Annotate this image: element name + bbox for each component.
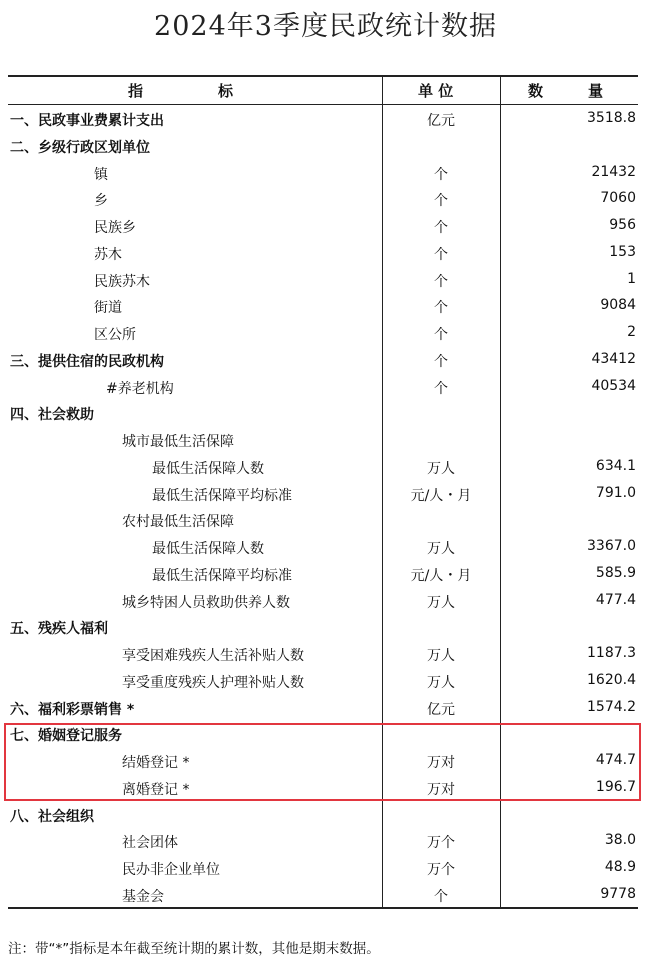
- row-unit: 个: [434, 380, 448, 397]
- row-unit: 万人: [427, 594, 455, 611]
- row-unit: 个: [434, 353, 448, 370]
- row-value: 43412: [591, 350, 636, 367]
- row-unit: 万个: [427, 835, 455, 852]
- row-unit: 万人: [427, 541, 455, 557]
- row-indicator: 乡: [94, 193, 108, 210]
- table-row: [8, 454, 638, 481]
- row-value: 2: [627, 324, 636, 340]
- table-row: [8, 347, 638, 374]
- row-unit: 元/人・月: [410, 567, 472, 584]
- table-row: [8, 213, 638, 240]
- row-indicator: 最低生活保障人数: [152, 541, 264, 557]
- row-value: 38.0: [604, 832, 636, 849]
- row-unit: 元/人・月: [410, 487, 472, 504]
- table-row: [8, 240, 638, 267]
- row-indicator: 民办非企业单位: [122, 862, 220, 878]
- row-value: 956: [609, 217, 636, 233]
- row-indicator: 二、乡级行政区划单位: [10, 139, 150, 156]
- table-row: [8, 320, 638, 347]
- row-unit: 亿元: [427, 701, 455, 718]
- row-indicator: 享受困难残疾人生活补贴人数: [122, 648, 304, 664]
- row-indicator: 街道: [94, 300, 122, 317]
- row-value: 1: [627, 270, 636, 287]
- table-row: [8, 561, 638, 588]
- row-value: 634.1: [595, 457, 636, 474]
- row-value: 21432: [591, 163, 636, 180]
- row-indicator: 最低生活保障平均标准: [152, 487, 292, 504]
- row-value: 196.7: [595, 778, 636, 795]
- row-indicator: 基金会: [122, 888, 164, 905]
- row-value: 1187.3: [587, 645, 636, 661]
- table-row: [8, 427, 638, 454]
- table-row: [8, 695, 638, 722]
- row-indicator: 离婚登记 *: [122, 781, 190, 798]
- table-row: [8, 133, 638, 160]
- row-indicator: 最低生活保障平均标准: [152, 567, 292, 584]
- table-row: [8, 828, 638, 855]
- row-unit: 个: [434, 300, 448, 317]
- highlight-box: [4, 723, 641, 801]
- row-value: 40534: [591, 377, 636, 394]
- header-rule: [8, 104, 638, 105]
- table-row: [8, 481, 638, 508]
- row-unit: 个: [434, 246, 448, 263]
- row-unit: 个: [434, 193, 448, 210]
- row-value: 477.4: [595, 591, 636, 608]
- table-row: [8, 614, 638, 641]
- row-indicator: 民族乡: [94, 220, 136, 236]
- row-value: 7060: [600, 190, 636, 207]
- row-indicator: 享受重度残疾人护理补贴人数: [122, 674, 304, 691]
- row-value: 9778: [600, 885, 636, 902]
- row-indicator: 六、福利彩票销售 *: [10, 701, 135, 718]
- row-indicator: 七、婚姻登记服务: [10, 728, 122, 745]
- row-indicator: 苏木: [94, 246, 122, 263]
- row-indicator: 最低生活保障人数: [152, 460, 264, 477]
- row-unit: 万人: [427, 674, 455, 691]
- header-quantity: 数 量: [528, 82, 604, 100]
- row-value: 474.7: [595, 752, 636, 768]
- row-indicator: 民族苏木: [94, 273, 150, 290]
- table-row: [8, 507, 638, 534]
- row-unit: 个: [434, 220, 448, 236]
- table-row: [8, 267, 638, 294]
- table-row: [8, 668, 638, 695]
- row-indicator: 八、社会组织: [10, 808, 94, 825]
- table-row: [8, 160, 638, 187]
- row-unit: 万对: [427, 755, 455, 771]
- page-title: 2024年3季度民政统计数据: [154, 11, 497, 42]
- row-indicator: 城市最低生活保障: [122, 434, 234, 450]
- row-unit: 万人: [427, 648, 455, 664]
- row-unit: 个: [434, 327, 448, 343]
- table-row: [8, 534, 638, 561]
- row-indicator: 农村最低生活保障: [122, 514, 234, 531]
- row-unit: 亿元: [427, 113, 455, 129]
- row-indicator: 四、社会救助: [10, 407, 94, 424]
- table-row: [8, 855, 638, 882]
- table-row: [8, 186, 638, 213]
- header-unit: 单 位: [418, 82, 454, 100]
- table-row: [8, 882, 638, 909]
- footnote: 注：带“*”指标是本年截至统计期的累计数，其他是期末数据。: [8, 941, 380, 957]
- table-row: [8, 400, 638, 427]
- row-value: 48.9: [604, 859, 636, 875]
- table-top-rule: [8, 75, 638, 77]
- table-row: [8, 641, 638, 668]
- row-unit: 个: [434, 166, 448, 183]
- row-unit: 万人: [427, 460, 455, 477]
- row-unit: 万个: [427, 862, 455, 878]
- row-indicator: 镇: [94, 166, 108, 183]
- table-row: [8, 374, 638, 401]
- row-value: 1574.2: [587, 698, 636, 715]
- row-value: 1620.4: [587, 671, 636, 688]
- table-row: [8, 293, 638, 320]
- table-row: [8, 588, 638, 615]
- table-header: [8, 75, 638, 104]
- row-value: 791.0: [595, 484, 636, 501]
- row-unit: 万对: [427, 781, 455, 798]
- row-indicator: 区公所: [94, 327, 136, 343]
- row-value: 3367.0: [587, 538, 636, 554]
- header-indicator: 指 标: [128, 82, 234, 100]
- table-row: [8, 106, 638, 133]
- row-value: 585.9: [595, 564, 636, 581]
- row-value: 9084: [600, 297, 636, 314]
- row-indicator: 一、民政事业费累计支出: [10, 113, 164, 129]
- row-indicator: #养老机构: [106, 380, 174, 397]
- table-row: [8, 802, 638, 829]
- row-indicator: 社会团体: [122, 835, 178, 852]
- row-indicator: 结婚登记 *: [122, 755, 190, 771]
- row-value: 3518.8: [587, 110, 636, 126]
- row-unit: 个: [434, 888, 448, 905]
- row-indicator: 城乡特困人员救助供养人数: [122, 594, 290, 611]
- row-value: 153: [609, 243, 636, 260]
- row-indicator: 三、提供住宿的民政机构: [10, 353, 164, 370]
- row-unit: 个: [434, 273, 448, 290]
- row-indicator: 五、残疾人福利: [10, 621, 108, 638]
